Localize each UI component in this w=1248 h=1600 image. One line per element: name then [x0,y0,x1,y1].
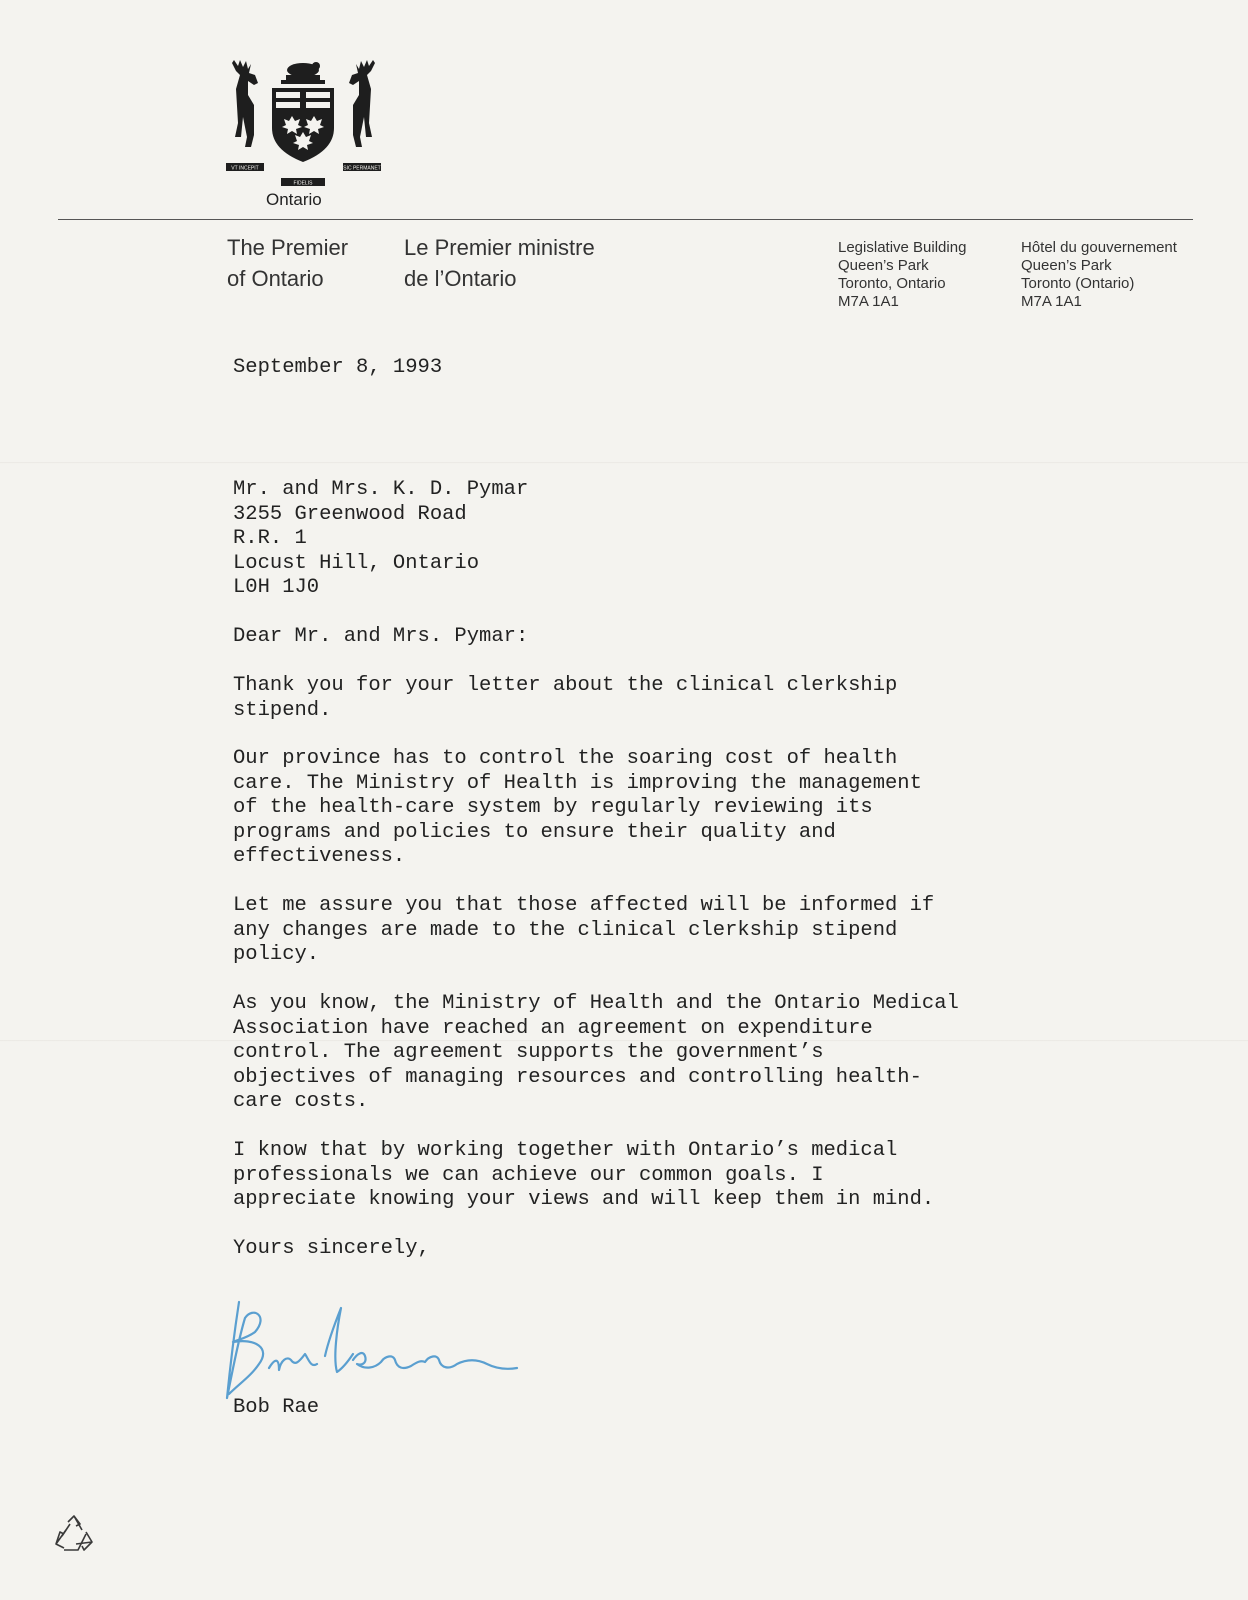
paragraph: I know that by working together with Ontario’s medical professionals we can achieve our common goals. I appreciate knowing your views and will keep them in mind. [233,1139,935,1211]
closing: Yours sincerely, [233,1237,430,1260]
svg-text:FIDELIS: FIDELIS [293,180,313,186]
letter-date: September 8, 1993 [233,356,443,379]
coat-of-arms-logo [226,56,381,186]
address-english: Legislative Building Queen’s Park Toronto, Ontario M7A 1A1 [838,239,967,310]
paragraph: As you know, the Ministry of Health and the Ontario Medical Association have reached an agreement on expenditure control. The agreement supports the government’s objectives of managing resources and controlling health- care costs. [233,992,959,1113]
svg-text:SIC PERMANET: SIC PERMANET [343,165,381,172]
signer-name: Bob Rae [233,1396,320,1419]
letterhead-divider [58,219,1193,220]
recipient-address: Mr. and Mrs. K. D. Pymar 3255 Greenwood Road R.R. 1 Locust Hill, Ontario L0H 1J0 [233,478,529,599]
signature-icon [225,1298,525,1408]
paper-fold [0,462,1248,464]
address-french: Hôtel du gouvernement Queen’s Park Toronto (Ontario) M7A 1A1 [1021,239,1177,310]
paragraph: Let me assure you that those affected will be informed if any changes are made to the clinical clerkship stipend policy. [233,894,935,966]
paragraph: Thank you for your letter about the clinical clerkship stipend. [233,674,898,722]
svg-text:VT INCEPIT: VT INCEPIT [231,165,259,172]
office-title-french: Le Premier ministre de l’Ontario [404,235,595,291]
office-title-english: The Premier of Ontario [227,235,349,291]
recycle-icon [52,1512,96,1556]
paragraph: Our province has to control the soaring cost of health care. The Ministry of Health is improving the management of the health-care system by regularly reviewing its programs and policies to ensure their quality and effectiveness. [233,747,922,868]
ontario-wordmark: Ontario [266,190,322,209]
salutation: Dear Mr. and Mrs. Pymar: [233,625,529,648]
